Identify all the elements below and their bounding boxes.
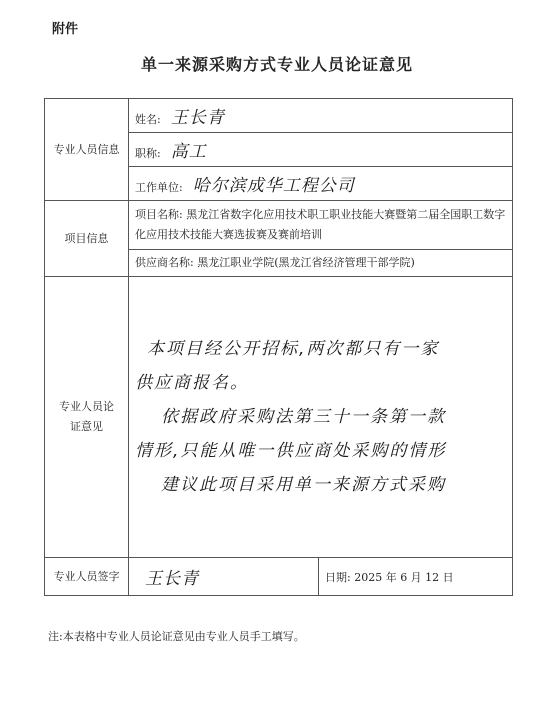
work-unit-cell xyxy=(129,167,513,201)
footnote: 注:本表格中专业人员论证意见由专业人员手工填写。 xyxy=(48,630,305,643)
name-cell xyxy=(129,99,513,133)
expert-opinion-form xyxy=(44,98,513,596)
attachment-label: 附件 xyxy=(52,22,79,37)
signature-label: 专业人员签字 xyxy=(45,558,129,596)
title-label: 职称: xyxy=(135,147,161,160)
opinion-line: 供应商报名。 xyxy=(135,373,249,393)
date-cell: 日期: 2025 年 6 月 12 日 xyxy=(319,558,513,596)
work-unit-handwriting: 哈尔滨成华工程公司 xyxy=(192,176,355,196)
signature-cell xyxy=(129,558,319,596)
title-handwriting: 高工 xyxy=(170,142,207,162)
opinion-section-label xyxy=(45,277,129,558)
supplier-name: 供应商名称: 黑龙江职业学院(黑龙江省经济管理干部学院) xyxy=(129,250,513,277)
page-title: 单一来源采购方式专业人员论证意见 xyxy=(140,55,413,74)
opinion-line: 情形,只能从唯一供应商处采购的情形 xyxy=(135,441,447,461)
opinion-line: 依据政府采购法第三十一条第一款 xyxy=(161,407,446,427)
title-cell xyxy=(129,133,513,167)
project-name: 项目名称: 黑龙江省数字化应用技术职工职业技能大赛暨第二届全国职工数字化应用技术技能大赛选拔赛及赛前培训 xyxy=(129,201,513,250)
opinion-handwriting-area xyxy=(129,277,513,558)
name-label: 姓名: xyxy=(135,113,161,126)
opinion-line: 建议此项目采用单一来源方式采购 xyxy=(161,475,446,495)
project-info-section-label: 项目信息 xyxy=(45,201,129,277)
signature-handwriting: 王长青 xyxy=(145,569,199,589)
expert-info-section-label: 专业人员信息 xyxy=(45,99,129,201)
opinion-section-label-text: 专业人员论证意见 xyxy=(59,400,114,433)
name-handwriting: 王长青 xyxy=(170,108,225,128)
opinion-line: 本项目经公开招标,两次都只有一家 xyxy=(147,339,440,359)
work-unit-label: 工作单位: xyxy=(135,181,183,194)
